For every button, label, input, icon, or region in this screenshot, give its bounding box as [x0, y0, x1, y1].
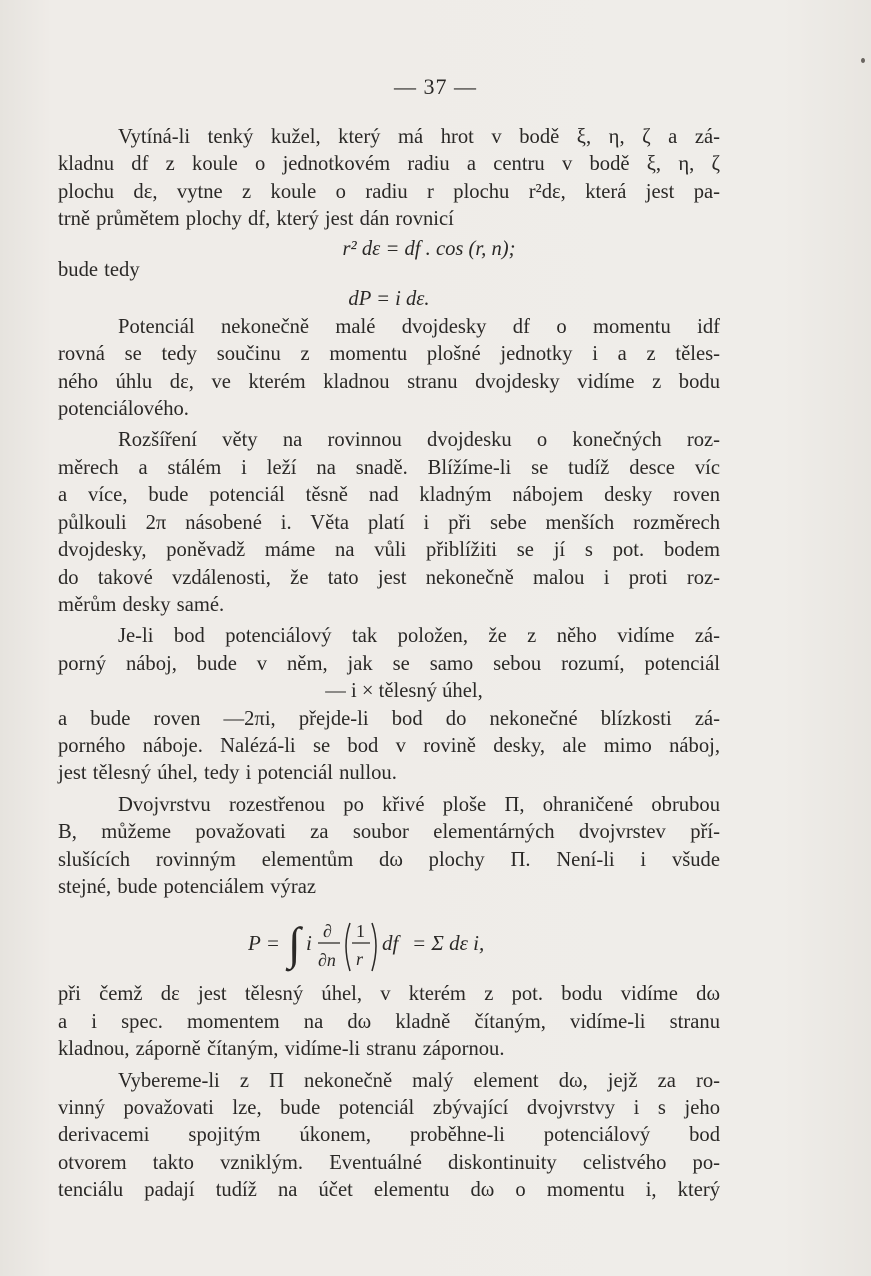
paper-spot: [861, 58, 865, 63]
text-line: Rozšíření věty na rovinnou dvojdesku o konečných roz-: [118, 429, 720, 452]
text-line: bude tedy: [58, 259, 140, 282]
partial-top: ∂: [323, 921, 332, 942]
text-line: vinný považovati lze, bude potenciál zbývající dvojvrstvy i s jeho: [58, 1097, 720, 1119]
integral-sign: ∫: [288, 918, 301, 970]
text-line: Vytíná-li tenký kužel, který má hrot v bodě ξ, η, ζ a zá-: [118, 126, 720, 148]
text-line: porného náboje. Nalézá-li se bod v rovině desky, ale mimo náboj,: [58, 734, 720, 757]
text-line: porný náboj, bude v něm, jak se samo sebou rozumí, potenciál: [58, 652, 720, 675]
text-line: Potenciál nekonečně malé dvojdesky df o momentu idf: [118, 315, 720, 338]
text-line: B, můžeme považovati za soubor elementárných dvojvrstev pří-: [58, 821, 720, 844]
equation-1: r² dε = df . cos (r, n);: [342, 237, 516, 260]
text-line: a i spec. momentem na dω kladně čítaným, vidíme-li stranu: [58, 1010, 720, 1033]
text-line: dvojdesky, poněvadž máme na vůli přiblížiti se jí s pot. bodem: [58, 539, 720, 562]
text-line: Vybereme-li z Π nekonečně malý element dω, jejž za ro-: [118, 1069, 720, 1092]
text-line: derivacemi spojitým úkonem, proběhne-li potenciálový bod: [58, 1124, 720, 1147]
text-line: ného úhlu dε, ve kterém kladnou stranu dvojdesky vidíme z bodu: [58, 370, 720, 393]
formula-i: i: [306, 931, 312, 956]
fraction-r: r: [356, 949, 364, 970]
page-text: [58, 124, 720, 1205]
text-line: plochu dε, vytne z koule o radiu r plochu r²dε, která jest pa-: [58, 180, 720, 203]
text-line: kladnou, záporně čítaným, vidíme-li stranu zápornou.: [58, 1038, 505, 1061]
equation-3: — i × tělesný úhel,: [325, 680, 483, 703]
text-line: rovná se tedy součinu z momentu plošné jednotky i a z těles-: [58, 343, 720, 366]
text-line: slušících rovinným elementům dω plochy Π. Není-li i všude: [58, 848, 720, 871]
text-line: potenciálového.: [58, 398, 189, 421]
formula-lhs: P =: [248, 931, 280, 956]
text-line: Je-li bod potenciálový tak položen, že z něho vidíme zá-: [118, 625, 720, 648]
text-line: a bude roven —2πi, přejde-li bod do nekonečné blízkosti zá-: [58, 707, 720, 730]
formula-df: df: [382, 931, 399, 956]
text-line: měrům desky samé.: [58, 593, 225, 616]
text-line: kladnu df z koule o jednotkovém radiu a centru v bodě ξ, η, ζ: [58, 153, 720, 176]
page-number: — 37 —: [394, 74, 477, 99]
text-line: měrech a stálém i leží na snadě. Blížíme-li se tudíž desce víc: [58, 456, 720, 479]
text-line: při čemž dε jest tělesný úhel, v kterém z pot. bodu vidíme dω: [58, 983, 720, 1006]
text-line: trně průmětem plochy df, který jest dán rovnicí: [58, 208, 454, 231]
text-line: Dvojvrstvu rozestřenou po křivé ploše Π, ohraničené obrubou: [118, 793, 720, 816]
text-line: otvorem takto vzniklým. Eventuálné diskontinuity celistvého po-: [58, 1151, 720, 1174]
equation-2: dP = i dε.: [348, 288, 430, 311]
text-line: půlkouli 2π násobené i. Věta platí i při sebe menších rozměrech: [58, 511, 720, 534]
integral-formula: [248, 909, 548, 981]
formula-rhs: = Σ dε i,: [412, 931, 485, 956]
text-line: do takové vzdálenosti, že tato jest nekonečně malou i proti roz-: [58, 566, 720, 589]
text-line: tenciálu padají tudíž na účet elementu dω o momentu i, který: [58, 1179, 720, 1202]
partial-bottom: ∂n: [318, 950, 336, 971]
integral-equation: [58, 909, 720, 981]
fraction-one: 1: [356, 921, 365, 942]
text-line: jest tělesný úhel, tedy i potenciál nullou.: [58, 762, 397, 785]
text-line: a více, bude potenciál těsně nad kladným nábojem desky roven: [58, 484, 720, 507]
text-line: stejné, bude potenciálem výraz: [58, 875, 317, 898]
